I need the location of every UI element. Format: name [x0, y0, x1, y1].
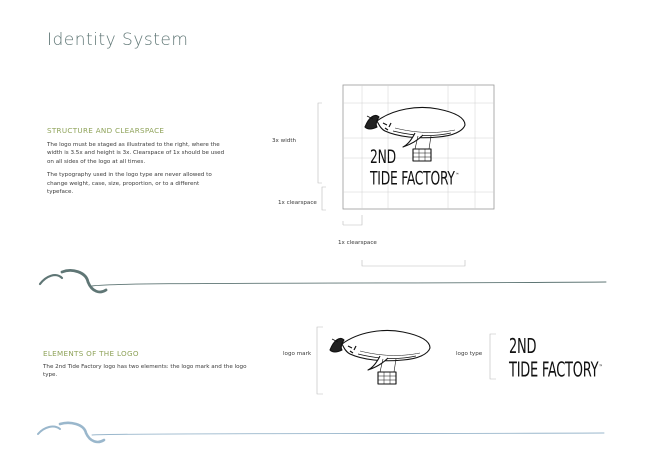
width-label: 3x width [272, 138, 297, 144]
wave-divider-bottom [38, 418, 608, 448]
logotype-line-2 [370, 167, 459, 188]
structure-paragraph-1: The logo must be staged as illustrated to the right, where the width is 3.5x and height is 3x. Clearspace of 1x should be used on all sides of the logo at all times. [47, 142, 225, 165]
structure-paragraph-2: The typography used in the logo type are never allowed to change weight, case, size, proportion, or to a different typeface. [47, 172, 212, 196]
page-title: Identity System [47, 30, 189, 50]
clearspace-left-label: 1x clearspace [278, 200, 317, 206]
elements-body [43, 363, 248, 385]
structure-body [47, 141, 225, 201]
logotype-line-1: 2ND [370, 146, 396, 168]
whale-logo-mark-icon-large [328, 322, 434, 390]
trademark-symbol: ™ [455, 173, 459, 179]
logo-type-label: logo type [456, 351, 483, 357]
left-clearspace-bracket [322, 187, 326, 210]
trademark-symbol-2: ™ [599, 364, 603, 371]
elements-heading: ELEMENTS OF THE LOGO [43, 349, 139, 358]
elements-paragraph: The 2nd Tide Factory logo has two elements: the logo mark and the logo type. [43, 364, 247, 379]
clearspace-bottom-label: 1x clearspace [338, 240, 377, 246]
bottom-clearspace-bracket [343, 215, 362, 225]
logo-mark-bracket [315, 326, 325, 396]
structure-heading: STRUCTURE AND CLEARSPACE [47, 126, 165, 135]
logo-mark-label: logo mark [283, 351, 312, 357]
logotype-element [509, 336, 603, 381]
width-bracket [318, 103, 322, 183]
logotype-diagram [370, 148, 459, 188]
logotype-line-2-text: TIDE FACTORY [370, 167, 455, 190]
logotype-element-line-2-text: TIDE FACTORY [509, 357, 599, 382]
wave-divider-top [40, 264, 610, 298]
logotype-element-line-2 [509, 357, 603, 381]
logotype-element-line-1: 2ND [509, 334, 537, 358]
logo-type-bracket [488, 333, 498, 381]
